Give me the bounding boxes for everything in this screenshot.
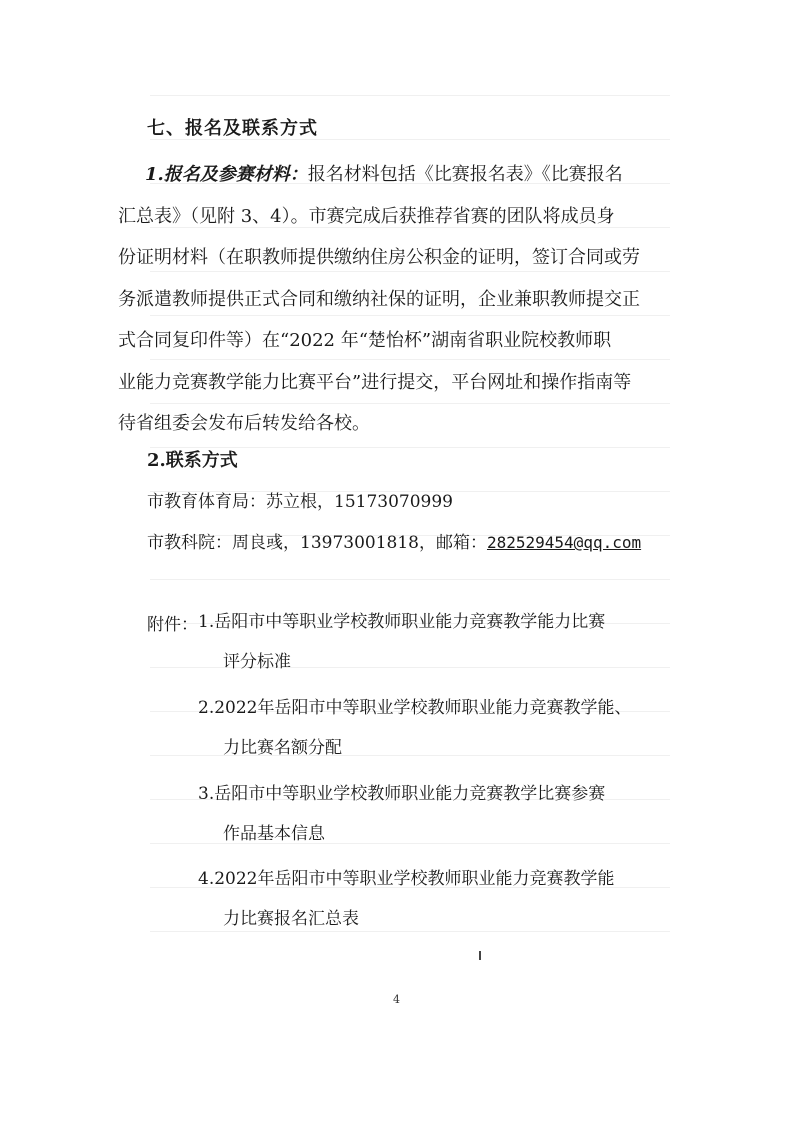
attachment-item <box>198 602 688 682</box>
registration-line-5: 式合同复印件等）在“2022 年“楚怡杯”湖南省职业院校教师职 <box>118 330 612 351</box>
contact-line-2-text: 市教科院：周良彧，13973001818，邮箱： <box>147 533 487 553</box>
attachment-4-line-2: 力比赛报名汇总表 <box>223 909 359 929</box>
registration-line-1: 报名材料包括《比赛报名表》《比赛报名 <box>307 164 623 185</box>
contact-line-education-bureau: 市教育体育局：苏立根，15173070999 <box>147 492 453 512</box>
registration-line-6: 业能力竞赛教学能力比赛平台”进行提交，平台网址和操作指南等 <box>118 371 632 393</box>
contact-line-research-institute <box>147 528 641 553</box>
attachment-1-line-2: 评分标准 <box>223 652 291 672</box>
registration-line-4: 务派遣教师提供正式合同和缴纳社保的证明，企业兼职教师提交正 <box>118 288 640 310</box>
registration-line-3: 份证明材料（在职教师提供缴纳住房公积金的证明，签订合同或劳 <box>118 247 640 268</box>
attachment-2-line-2: 力比赛名额分配 <box>223 738 342 758</box>
registration-paragraph <box>118 154 678 445</box>
section-title: 七、报名及联系方式 <box>147 118 318 139</box>
attachments-label: 附件： <box>147 615 198 635</box>
page-number: 4 <box>393 993 400 1006</box>
contact-email-link[interactable]: 282529454@qq.com <box>486 533 642 552</box>
registration-first-line <box>118 154 678 196</box>
registration-line-7: 待省组委会发布后转发给各校。 <box>118 413 370 434</box>
attachment-2-line-1: 2.2022年岳阳市中等职业学校教师职业能力竞赛教学能、 <box>198 698 632 718</box>
attachment-1-line-1: 1.岳阳市中等职业学校教师职业能力竞赛教学能力比赛 <box>198 612 606 632</box>
attachment-item <box>198 859 688 939</box>
registration-heading: 1.报名及参赛材料： <box>145 164 308 185</box>
attachment-4-line-1: 4.2022年岳阳市中等职业学校教师职业能力竞赛教学能 <box>198 869 615 889</box>
registration-line-2: 汇总表》（见附 3、4）。市赛完成后获推荐省赛的团队将成员身 <box>118 205 615 227</box>
attachment-3-line-2: 作品基本信息 <box>223 824 325 844</box>
attachment-item <box>198 688 688 768</box>
scan-mark <box>479 951 481 960</box>
contact-heading: 2.联系方式 <box>147 450 238 471</box>
attachment-3-line-1: 3.岳阳市中等职业学校教师职业能力竞赛教学比赛参赛 <box>198 784 606 804</box>
attachment-item <box>198 774 688 854</box>
